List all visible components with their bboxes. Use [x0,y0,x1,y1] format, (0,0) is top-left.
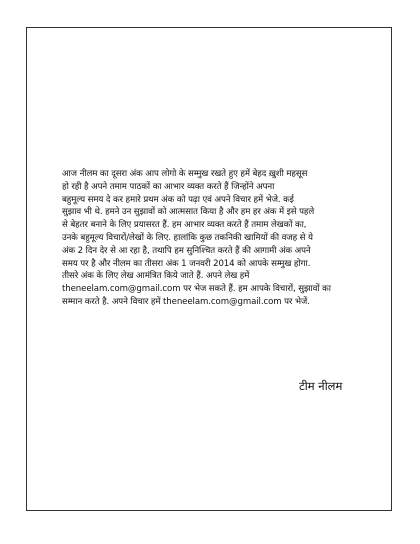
signature: टीम नीलम [299,379,343,393]
body-line: सुझाव भी थे. हमने उन सुझावों को आत्मसात किया है और हम हर अंक में इसे पहले [62,207,315,218]
letter-body [62,168,372,309]
body-line: सम्मान करते है. अपने विचार हमें theneelam.com@gmail.com पर भेजें. [62,296,310,307]
body-line: अंक 2 दिन देर से आ रहा है, तथापि हम सुनिश्चित करते हैं की आगामी अंक अपने [62,245,311,256]
body-line: समय पर है और नीलम का तीसरा अंक 1 जनवरी 2014 को आपके सम्मुख होगा. [62,258,311,269]
body-line: बहुमूल्य समय दे कर हमारे प्रथम अंक को पढ़ा एवं अपने विचार हमें भेजे. कई [62,194,294,205]
body-line: उनके बहुमूल्य विचारों/लेखों के लिए. हालांकि कुछ तकनिकी खामियों की वजह से ये [62,232,313,243]
body-line: तीसरे अंक के लिए लेख आमंत्रित किये जाते हैं. अपने लेख हमें [62,271,250,282]
body-line: से बेहतर बनाने के लिए प्रयासरत हैं. हम आभार व्यक्त करते हैं तमाम लेखकों का, [62,220,307,231]
body-line: हो रही है अपने तमाम पाठकों का आभार व्यक्त करते हैं जिन्होंने अपना [62,181,275,192]
body-line: आज नीलम का दूसरा अंक आप लोगो के सम्मुख रखते हुए हमें बेहद ख़ुशी महसूस [62,169,308,179]
body-line: theneelam.com@gmail.com पर भेज सकते हैं. हम आपके विचारों, सुझावों का [62,284,331,295]
